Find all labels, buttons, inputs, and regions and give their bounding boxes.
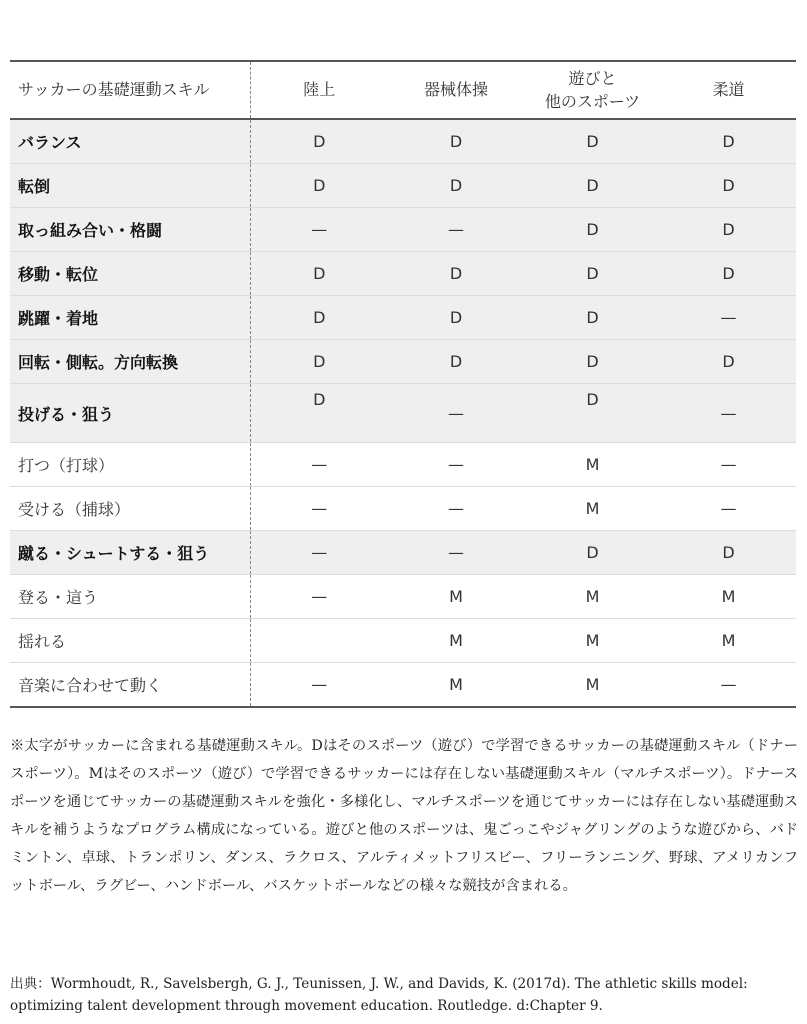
play-cell: D	[524, 208, 661, 252]
table-row	[10, 252, 796, 296]
judo-cell: D	[661, 531, 796, 575]
gymnastics-cell: D	[388, 252, 524, 296]
skill-cell: 跳躍・着地	[10, 296, 250, 340]
table-header	[10, 61, 796, 119]
table-row	[10, 663, 796, 708]
header-play-other-sports	[524, 61, 661, 119]
play-cell: M	[524, 663, 661, 708]
play-cell: M	[524, 619, 661, 663]
skill-cell: 回転・側転。方向転換	[10, 340, 250, 384]
header-play-line1: 遊びと	[568, 68, 617, 88]
judo-cell: D	[661, 208, 796, 252]
table-row	[10, 296, 796, 340]
track-cell: D	[250, 296, 388, 340]
skill-cell: 蹴る・シュートする・狙う	[10, 531, 250, 575]
header-skill: サッカーの基礎運動スキル	[10, 61, 250, 119]
skill-cell: バランス	[10, 119, 250, 164]
track-cell: D	[250, 384, 388, 443]
track-cell: —	[250, 208, 388, 252]
judo-cell: —	[661, 663, 796, 708]
skill-cell: 受ける（捕球）	[10, 487, 250, 531]
gymnastics-cell: —	[388, 531, 524, 575]
gymnastics-cell: —	[388, 384, 524, 443]
judo-cell: D	[661, 252, 796, 296]
judo-cell: M	[661, 575, 796, 619]
skill-cell: 移動・転位	[10, 252, 250, 296]
judo-cell: —	[661, 443, 796, 487]
table-row	[10, 384, 796, 443]
gymnastics-cell: —	[388, 443, 524, 487]
track-cell: D	[250, 252, 388, 296]
skill-cell: 投げる・狙う	[10, 384, 250, 443]
judo-cell: —	[661, 296, 796, 340]
skill-cell: 登る・這う	[10, 575, 250, 619]
table-row	[10, 164, 796, 208]
play-cell: D	[524, 531, 661, 575]
table-row	[10, 619, 796, 663]
table-row	[10, 531, 796, 575]
play-cell: D	[524, 340, 661, 384]
skill-cell: 音楽に合わせて動く	[10, 663, 250, 708]
skills-table	[10, 60, 796, 708]
table-note: ※太字がサッカーに含まれる基礎運動スキル。Dはそのスポーツ（遊び）で学習できるサッカーの基礎運動スキル（ドナースポーツ）。Mはそのスポーツ（遊び）で学習できるサッカーには存在しない基礎運動スキル（マルチスポーツ）。ドナースポーツを通じてサッカーの基礎運動スキルを強化・多様化し、マルチスポーツを通じてサッカーには存在しない基礎運動スキルを補うようなプログラム構成になっている。遊びと他のスポーツは、鬼ごっこやジャグリングのような遊びから、バドミントン、卓球、トランポリン、ダンス、ラクロス、アルティメットフリスビー、フリーランニング、野球、アメリカンフットボール、ラグビー、ハンドボール、バスケットボールなどの様々な競技が含まれる。	[10, 738, 798, 894]
track-cell: D	[250, 119, 388, 164]
judo-cell: D	[661, 164, 796, 208]
track-cell: —	[250, 443, 388, 487]
play-cell: D	[524, 296, 661, 340]
judo-cell: D	[661, 119, 796, 164]
play-cell: D	[524, 164, 661, 208]
table-row	[10, 487, 796, 531]
track-cell: —	[250, 531, 388, 575]
header-judo: 柔道	[661, 61, 796, 119]
table-row	[10, 208, 796, 252]
judo-cell: —	[661, 384, 796, 443]
play-cell: M	[524, 443, 661, 487]
play-cell: M	[524, 575, 661, 619]
judo-cell: —	[661, 487, 796, 531]
gymnastics-cell: —	[388, 487, 524, 531]
source-citation: 出典：Wormhoudt, R., Savelsbergh, G. J., Teunissen, J. W., and Davids, K. (2017d). The athletic skills model: optimizing talent development through movement education. Routledge. d:Chapter 9.	[10, 976, 748, 1014]
judo-cell: D	[661, 340, 796, 384]
track-cell: —	[250, 575, 388, 619]
header-track: 陸上	[250, 61, 388, 119]
gymnastics-cell: M	[388, 663, 524, 708]
header-gymnastics: 器械体操	[388, 61, 524, 119]
gymnastics-cell: D	[388, 340, 524, 384]
gymnastics-cell: —	[388, 208, 524, 252]
skill-cell: 揺れる	[10, 619, 250, 663]
table-body	[10, 119, 796, 707]
play-cell: D	[524, 384, 661, 443]
track-cell: —	[250, 663, 388, 708]
gymnastics-cell: M	[388, 619, 524, 663]
track-cell: —	[250, 487, 388, 531]
table-row	[10, 340, 796, 384]
track-cell: D	[250, 164, 388, 208]
header-play-line2: 他のスポーツ	[544, 92, 641, 111]
gymnastics-cell: D	[388, 296, 524, 340]
track-cell: D	[250, 340, 388, 384]
play-cell: M	[524, 487, 661, 531]
gymnastics-cell: D	[388, 119, 524, 164]
gymnastics-cell: M	[388, 575, 524, 619]
table-row	[10, 119, 796, 164]
table-row	[10, 443, 796, 487]
judo-cell: M	[661, 619, 796, 663]
gymnastics-cell: D	[388, 164, 524, 208]
play-cell: D	[524, 252, 661, 296]
track-cell	[250, 619, 388, 663]
skill-cell: 転倒	[10, 164, 250, 208]
table-row	[10, 575, 796, 619]
play-cell: D	[524, 119, 661, 164]
skill-cell: 取っ組み合い・格闘	[10, 208, 250, 252]
skill-cell: 打つ（打球）	[10, 443, 250, 487]
